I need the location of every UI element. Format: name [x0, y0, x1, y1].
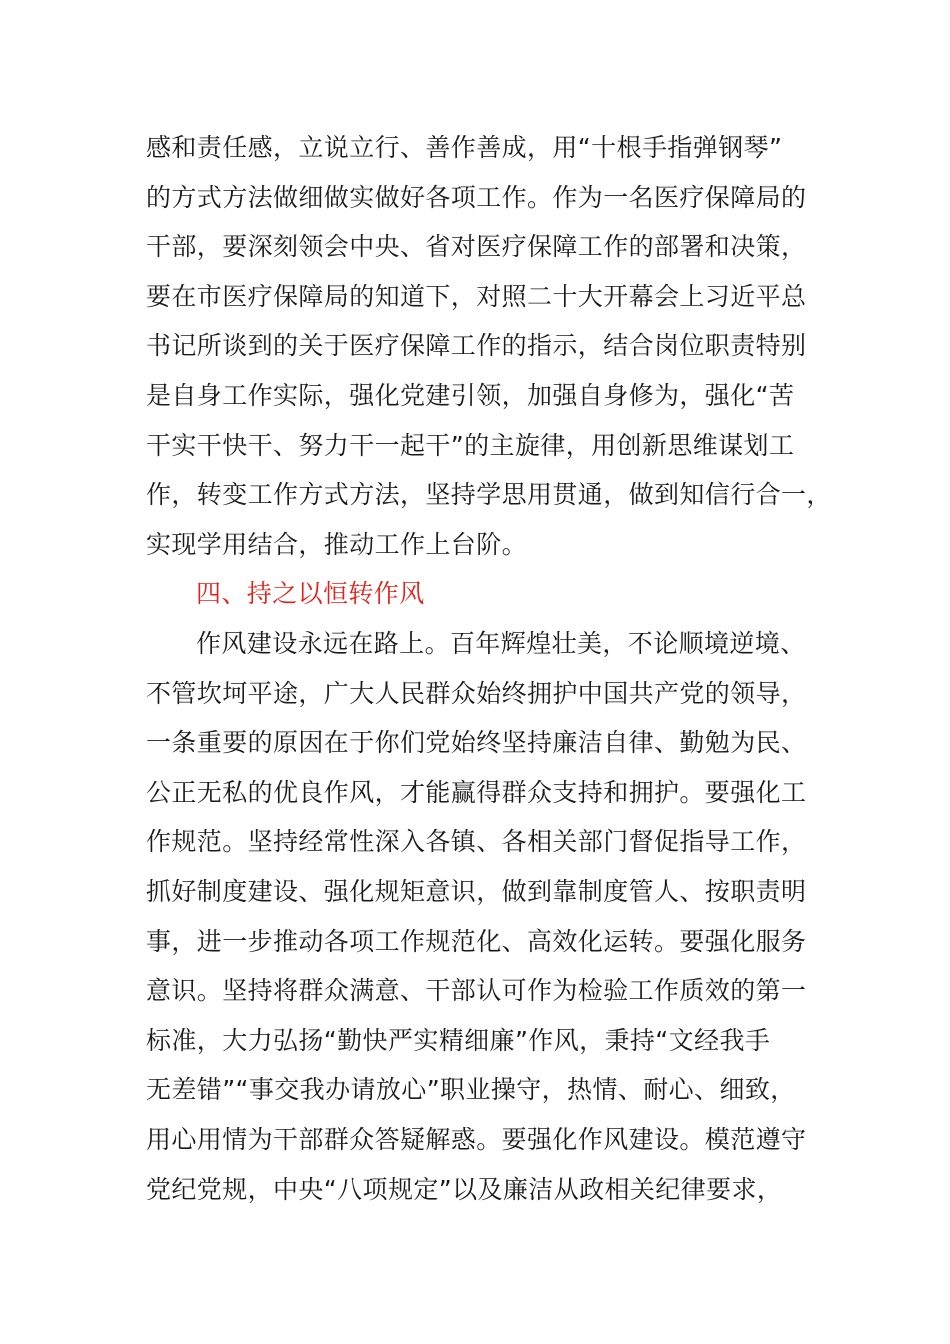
text-line: 是自身工作实际，强化党建引领，加强自身修为，强化“苦: [146, 381, 795, 410]
text-line: 感和责任感，立说立行、善作善成，用“十根手指弹钢琴”: [146, 133, 783, 162]
text-line: 不管坎坷平途，广大人民群众始终拥护中国共产党的领导，: [146, 678, 807, 708]
text-line: 用心用情为干部群众答疑解惑。要强化作风建设。模范遵守: [146, 1125, 807, 1154]
text-line: 事，进一步推动各项工作规范化、高效化运转。要强化服务: [146, 926, 807, 956]
text-line: 干部，要深刻领会中央、省对医疗保障工作的部署和决策，: [146, 232, 807, 262]
text-line: 标准，大力弘扬“勤快严实精细廉”作风，秉持“文经我手: [146, 1025, 771, 1055]
text-line: 的方式方法做细做实做好各项工作。作为一名医疗保障局的: [146, 182, 807, 212]
text-line: 党纪党规，中央“八项规定”以及廉洁从政相关纪律要求，: [146, 1174, 783, 1204]
text-line: 要在市医疗保障局的知道下，对照二十大开幕会上习近平总: [146, 281, 807, 311]
text-line: 书记所谈到的关于医疗保障工作的指示，结合岗位职责特别: [146, 331, 807, 361]
text-line: 一条重要的原因在于你们党始终坚持廉洁自律、勤勉为民、: [146, 728, 807, 758]
text-line: 作规范。坚持经常性深入各镇、各相关部门督促指导工作，: [146, 827, 807, 857]
text-line: 抓好制度建设、强化规矩意识，做到靠制度管人、按职责明: [146, 877, 807, 906]
text-line: 公正无私的优良作风，才能赢得群众支持和拥护。要强化工: [146, 777, 807, 807]
text-line: 作，转变工作方式方法，坚持学思用贯通，做到知信行合一，: [146, 480, 832, 510]
text-line: 无差错”“事交我办请放心”职业操守，热情、耐心、细致，: [146, 1075, 796, 1105]
text-line: 作风建设永远在路上。百年辉煌壮美，不论顺境逆境、: [196, 629, 806, 658]
text-line: 意识。坚持将群众满意、干部认可作为检验工作质效的第一: [146, 976, 807, 1006]
text-line: 实现学用结合，推动工作上台阶。: [146, 529, 528, 559]
section-heading: 四、持之以恒转作风: [196, 579, 425, 609]
text-line: 干实干快干、努力干一起干”的主旋律，用创新思维谋划工: [146, 430, 795, 460]
